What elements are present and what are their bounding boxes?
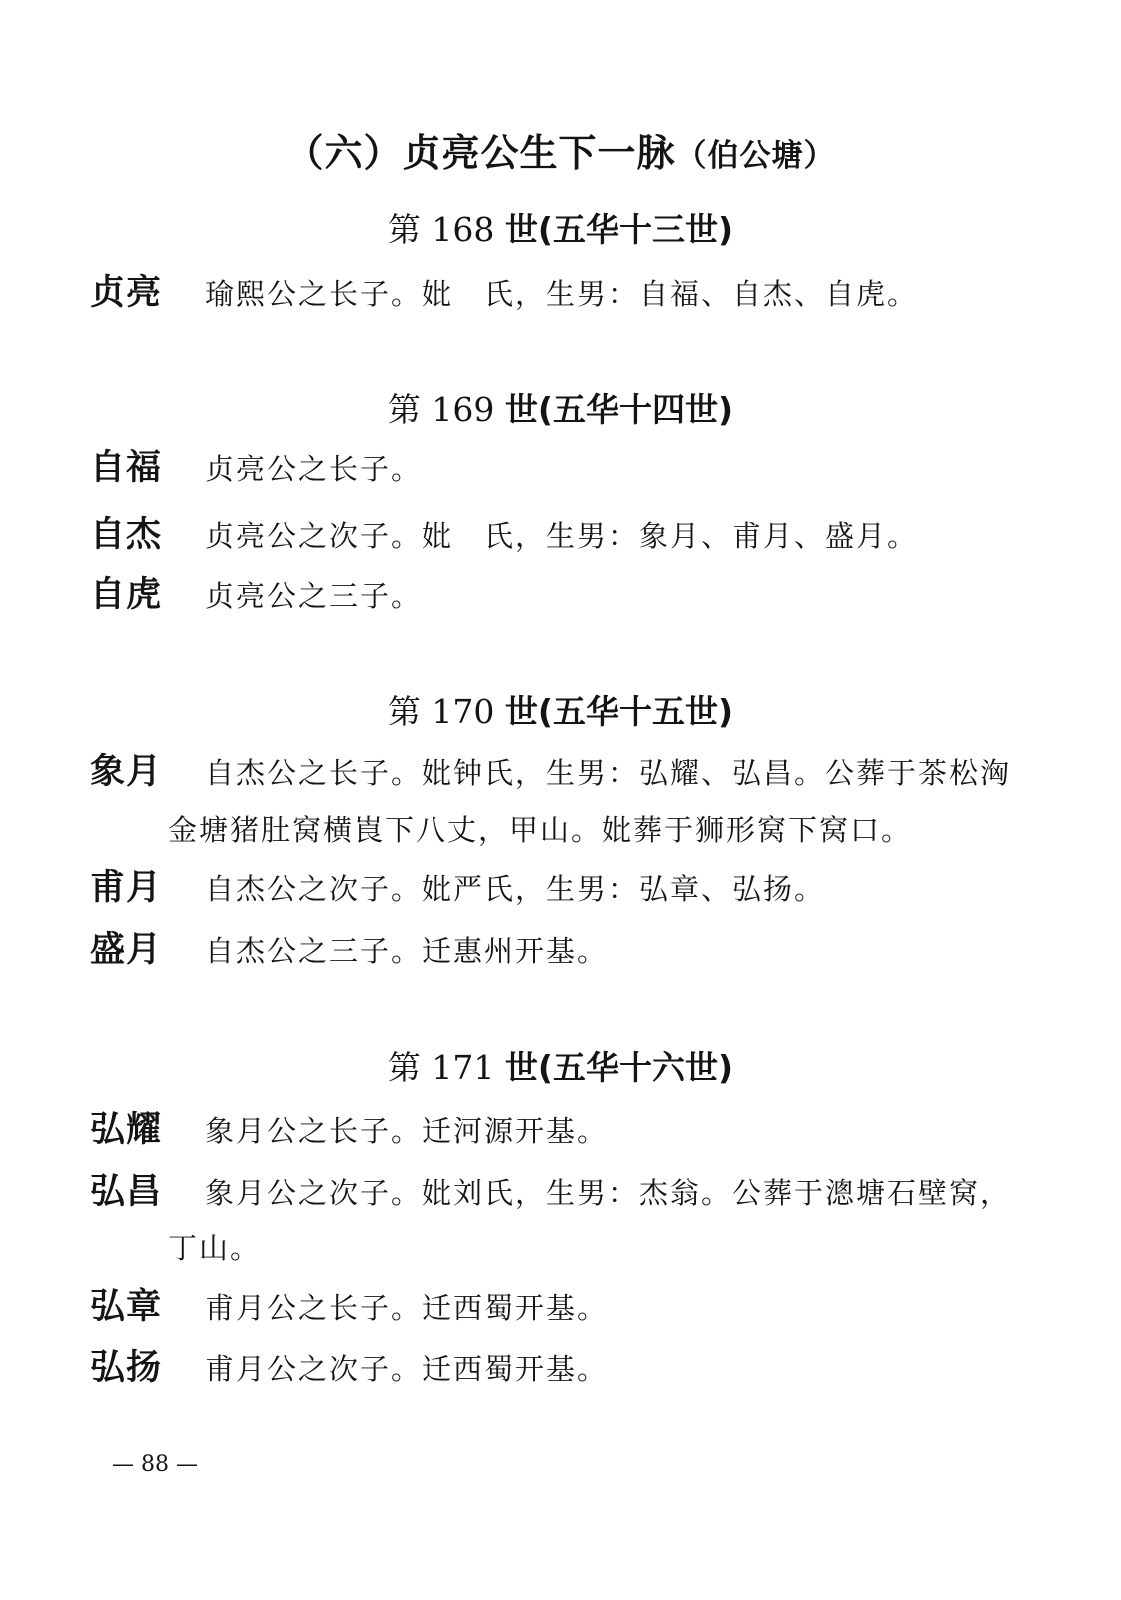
generation-label: 世(五华十三世) [504,210,734,249]
entry-zijie [90,505,1030,566]
person-name: 贞亮 [90,273,163,313]
person-name: 弘扬 [90,1348,163,1388]
section-title-main: （六）贞亮公生下一脉 [285,131,676,175]
person-description: 甫月公之长子。迁西蜀开基。 [205,1291,609,1325]
entry-hongzhang [90,1277,1030,1338]
person-name: 弘章 [90,1287,163,1327]
person-description: 自杰公之三子。迁惠州开基。 [205,934,609,968]
generation-label: 世(五华十六世) [504,1048,734,1087]
generation-heading-170 [0,687,1121,737]
generation-number: 第 169 [387,390,505,429]
entry-zifu [90,438,1030,499]
person-name: 弘昌 [90,1172,163,1212]
generation-heading-169 [0,385,1121,435]
person-name: 自杰 [90,515,163,555]
section-title [0,125,1121,184]
person-description: 瑜熙公之长子。妣 氏，生男：自福、自杰、自虎。 [205,277,919,311]
entry-xiangyue-continuation: 金塘猪肚窝横崀下八丈，甲山。妣葬于狮形窝下窝口。 [168,813,913,847]
person-description: 象月公之次子。妣刘氏，生男：杰翁。公葬于漗塘石壁窝， [205,1176,1012,1210]
generation-number: 第 168 [387,210,505,249]
person-name: 自福 [90,448,163,488]
person-description: 贞亮公之三子。 [205,579,423,613]
generation-heading-171 [0,1043,1121,1093]
entry-hongyang [90,1338,1030,1399]
entry-hongchang-continuation: 丁山。 [168,1231,262,1265]
entry-zihu [90,565,1030,626]
person-name: 自虎 [90,575,163,615]
person-description: 自杰公之次子。妣严氏，生男：弘章、弘扬。 [205,872,826,906]
person-name: 弘耀 [90,1110,163,1150]
generation-label: 世(五华十四世) [504,390,734,429]
person-description: 自杰公之长子。妣钟氏，生男：弘耀、弘昌。公葬于茶松洶 [205,756,1012,790]
section-title-sub: （伯公塘） [675,138,836,174]
person-description: 象月公之长子。迁河源开基。 [205,1114,609,1148]
entry-hongyao [90,1100,1030,1161]
person-description: 甫月公之次子。迁西蜀开基。 [205,1352,609,1386]
person-name: 甫月 [90,868,163,908]
entry-zhenliang [90,263,1030,324]
entry-fuyue [90,858,1030,919]
entry-xiangyue [90,742,1030,803]
person-description: 贞亮公之长子。 [205,452,423,486]
entry-hongchang [90,1162,1030,1223]
generation-heading-168 [0,205,1121,255]
generation-label: 世(五华十五世) [504,692,734,731]
generation-number: 第 171 [387,1048,505,1087]
generation-number: 第 170 [387,692,505,731]
page-number: — 88 — [112,1452,198,1477]
entry-shengyue [90,920,1030,981]
person-name: 盛月 [90,930,163,970]
person-name: 象月 [90,752,163,792]
person-description: 贞亮公之次子。妣 氏，生男：象月、甫月、盛月。 [205,519,919,553]
